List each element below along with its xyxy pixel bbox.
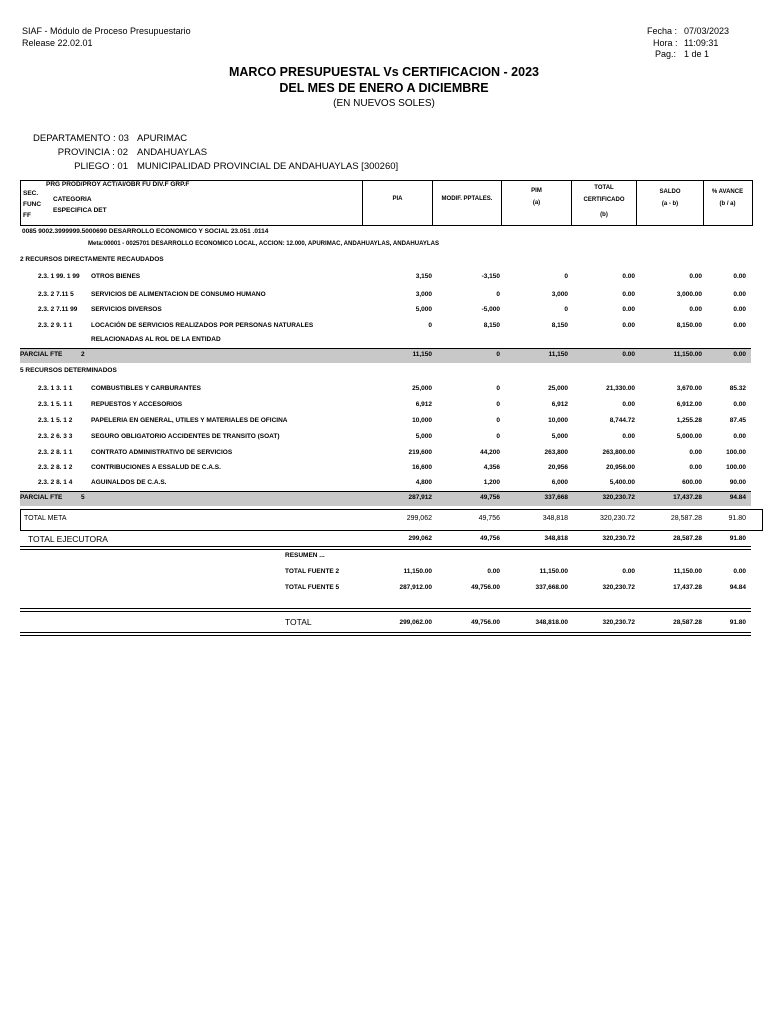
resumen-cert: 320,230.72 <box>602 584 635 591</box>
row-pia: 25,000 <box>412 385 432 392</box>
row-modif: 44,200 <box>480 449 500 456</box>
row-modif: 0 <box>496 417 500 424</box>
row-pia: 5,000 <box>415 306 432 313</box>
row-desc: LOCACIÓN DE SERVICIOS REALIZADOS POR PERSONAS NATURALES <box>91 322 314 329</box>
total-ejecutora-pia: 299,062 <box>408 535 432 542</box>
total-ejecutora-cert: 320,230.72 <box>602 535 635 542</box>
row-pim: 8,150 <box>551 322 568 329</box>
pliego-label: PLIEGO : 01 <box>74 161 128 172</box>
header-saldo-sub: (a - b) <box>661 201 679 207</box>
row-avance: 100.00 <box>726 449 746 456</box>
header-func: FUNC <box>23 201 42 208</box>
parcial-modif: 0 <box>496 351 500 358</box>
resumen-row-label: TOTAL FUENTE 2 <box>285 568 340 575</box>
provincia-value: ANDAHUAYLAS <box>137 147 208 158</box>
parcial-fte-5-row <box>20 491 751 506</box>
release-label: Release 22.02.01 <box>22 38 93 48</box>
resumen-modif: 49,756.00 <box>471 584 500 591</box>
row-desc: SERVICIOS DE ALIMENTACION DE CONSUMO HUMANO <box>91 291 266 298</box>
resumen-pia: 11,150.00 <box>403 568 432 575</box>
resumen-cert: 0.00 <box>622 568 635 575</box>
report-currency: (EN NUEVOS SOLES) <box>333 98 435 109</box>
total-meta-pia: 299,062 <box>406 515 432 522</box>
total-ejecutora-label: TOTAL EJECUTORA <box>28 534 108 544</box>
grand-total-cert: 320,230.72 <box>602 619 635 626</box>
total-meta-saldo: 28,587.28 <box>670 515 702 522</box>
row-pim: 25,000 <box>548 385 568 392</box>
grand-total-avance: 91.80 <box>729 619 746 626</box>
row-saldo: 600.00 <box>682 479 702 486</box>
resumen-pim: 11,150.00 <box>539 568 568 575</box>
row-avance: 87.45 <box>729 417 746 424</box>
row-saldo: 0.00 <box>689 464 702 471</box>
row-pia: 6,912 <box>415 401 432 408</box>
pag-label: Pag.: <box>655 49 677 59</box>
row-saldo: 0.00 <box>689 273 702 280</box>
hora-value: 11:09:31 <box>684 38 719 48</box>
parcial-pia: 11,150 <box>412 351 432 358</box>
row-modif: -3,150 <box>481 273 500 280</box>
fuente-2-title: 2 RECURSOS DIRECTAMENTE RECAUDADOS <box>20 256 164 263</box>
resumen-pim: 337,668.00 <box>535 584 568 591</box>
col-divider <box>432 180 433 225</box>
row-pim: 10,000 <box>548 417 568 424</box>
row-modif: 0 <box>496 291 500 298</box>
header-certificado: CERTIFICADO <box>583 197 625 203</box>
row-cert: 263,800.00 <box>602 449 635 456</box>
total-meta-cert: 320,230.72 <box>599 515 635 522</box>
row-pim: 5,000 <box>551 433 568 440</box>
row-pia: 0 <box>428 322 432 329</box>
row-pia: 3,150 <box>415 273 432 280</box>
fecha-label: Fecha : <box>647 26 678 36</box>
row-code: 2.3. 2 7.11 99 <box>38 306 78 313</box>
departamento-value: APURIMAC <box>137 133 188 144</box>
header-sec: SEC. <box>23 190 39 197</box>
meta-code-line: 0085 9002.3999999.5000690 DESARROLLO ECONOMICO Y SOCIAL 23.051 .0114 <box>22 228 269 235</box>
row-pia: 219,600 <box>408 449 432 456</box>
row-pim: 20,956 <box>548 464 568 471</box>
row-modif: 0 <box>496 385 500 392</box>
parcial-pia: 287,912 <box>408 494 432 501</box>
row-rule <box>20 608 751 609</box>
row-cert: 8,744.72 <box>609 417 635 424</box>
resumen-modif: 0.00 <box>487 568 500 575</box>
header-pim: PIM <box>531 188 542 194</box>
row-avance: 85.32 <box>729 385 746 392</box>
row-modif: -5,000 <box>481 306 500 313</box>
row-code: 2.3. 1 5. 1 1 <box>38 401 73 408</box>
resumen-label: RESUMEN ... <box>285 552 325 559</box>
parcial-label: PARCIAL FTE <box>20 494 63 501</box>
row-avance: 0.00 <box>733 291 746 298</box>
row-pia: 5,000 <box>415 433 432 440</box>
row-code: 2.3. 1 3. 1 1 <box>38 385 73 392</box>
row-rule <box>20 632 751 633</box>
row-desc: PAPELERIA EN GENERAL, UTILES Y MATERIALES DE OFICINA <box>91 417 288 424</box>
parcial-cert: 320,230.72 <box>602 494 635 501</box>
departamento-label: DEPARTAMENTO : 03 <box>33 133 129 144</box>
row-cert: 21,330.00 <box>606 385 635 392</box>
header-ff: FF <box>23 212 31 219</box>
row-desc: AGUINALDOS DE C.A.S. <box>91 479 167 486</box>
row-rule <box>20 611 751 612</box>
header-avance: % AVANCE <box>711 189 744 195</box>
header-codes: PRG PROD/PROY ACT/AI/OBR FU DIV.F GRP.F <box>46 181 190 188</box>
row-pia: 3,000 <box>415 291 432 298</box>
row-cert: 0.00 <box>622 322 635 329</box>
parcial-label: PARCIAL FTE <box>20 351 63 358</box>
total-meta-row <box>20 509 763 531</box>
row-desc: REPUESTOS Y ACCESORIOS <box>91 401 183 408</box>
total-meta-modif: 49,756 <box>478 515 500 522</box>
resumen-pia: 287,912.00 <box>399 584 432 591</box>
row-avance: 0.00 <box>733 273 746 280</box>
parcial-saldo: 17,437.28 <box>673 494 702 501</box>
row-avance: 0.00 <box>733 401 746 408</box>
row-pim: 0 <box>564 273 568 280</box>
row-avance: 100.00 <box>726 464 746 471</box>
row-desc: CONTRIBUCIONES A ESSALUD DE C.A.S. <box>91 464 221 471</box>
total-ejecutora-pim: 348,818 <box>544 535 568 542</box>
parcial-avance: 0.00 <box>733 351 746 358</box>
parcial-modif: 49,756 <box>480 494 500 501</box>
resumen-saldo: 11,150.00 <box>673 568 702 575</box>
row-pia: 4,800 <box>415 479 432 486</box>
parcial-pim: 337,668 <box>544 494 568 501</box>
grand-total-pia: 299,062.00 <box>399 619 432 626</box>
resumen-row-label: TOTAL FUENTE 5 <box>285 584 340 591</box>
row-avance: 0.00 <box>733 306 746 313</box>
header-avance-sub: (b / a) <box>719 201 736 207</box>
row-modif: 8,150 <box>483 322 500 329</box>
total-ejecutora-saldo: 28,587.28 <box>673 535 702 542</box>
total-meta-pim: 348,818 <box>542 515 568 522</box>
row-saldo: 0.00 <box>689 306 702 313</box>
row-pia: 10,000 <box>412 417 432 424</box>
row-desc: SERVICIOS DIVERSOS <box>91 306 162 313</box>
header-categoria: CATEGORIA <box>53 196 92 203</box>
row-saldo: 3,000.00 <box>676 291 702 298</box>
row-code: 2.3. 2 8. 1 2 <box>38 464 73 471</box>
parcial-avance: 94.84 <box>729 494 746 501</box>
row-pim: 6,000 <box>551 479 568 486</box>
col-divider <box>362 180 363 225</box>
parcial-saldo: 11,150.00 <box>673 351 702 358</box>
row-cert: 0.00 <box>622 273 635 280</box>
row-rule <box>20 549 751 550</box>
report-title: MARCO PRESUPUESTAL Vs CERTIFICACION - 2023 <box>228 65 539 79</box>
row-pim: 263,800 <box>544 449 568 456</box>
parcial-fte-2-row <box>20 348 751 363</box>
row-pim: 0 <box>564 306 568 313</box>
row-cert: 5,400.00 <box>609 479 635 486</box>
system-name: SIAF - Módulo de Proceso Presupuestario <box>22 26 191 36</box>
row-code: 2.3. 1 99. 1 99 <box>38 273 80 280</box>
hora-label: Hora : <box>653 38 678 48</box>
row-modif: 1,200 <box>483 479 500 486</box>
grand-total-pim: 348,818.00 <box>535 619 568 626</box>
row-saldo: 5,000.00 <box>676 433 702 440</box>
row-saldo: 8,150.00 <box>676 322 702 329</box>
row-desc: CONTRATO ADMINISTRATIVO DE SERVICIOS <box>91 449 233 456</box>
row-saldo: 1,255.28 <box>676 417 702 424</box>
row-code: 2.3. 2 8. 1 1 <box>38 449 73 456</box>
row-desc: OTROS BIENES <box>91 273 141 280</box>
fuente-5-title: 5 RECURSOS DETERMINADOS <box>20 367 117 374</box>
row-cert: 0.00 <box>622 401 635 408</box>
row-code: 2.3. 2 9. 1 1 <box>38 322 73 329</box>
row-rule <box>20 635 751 636</box>
row-avance: 0.00 <box>733 433 746 440</box>
resumen-avance: 0.00 <box>733 568 746 575</box>
header-modif: MODIF. PPTALES. <box>441 196 493 202</box>
row-modif: 0 <box>496 433 500 440</box>
grand-total-saldo: 28,587.28 <box>673 619 702 626</box>
header-cert-sub: (b) <box>600 212 608 218</box>
row-avance: 90.00 <box>729 479 746 486</box>
row-rule <box>20 491 751 492</box>
row-cert: 20,956.00 <box>606 464 635 471</box>
header-total: TOTAL <box>594 185 614 191</box>
resumen-saldo: 17,437.28 <box>673 584 702 591</box>
row-avance: 0.00 <box>733 322 746 329</box>
total-meta-label: TOTAL META <box>24 515 67 522</box>
parcial-num: 2 <box>81 351 85 358</box>
row-modif: 0 <box>496 401 500 408</box>
pag-value: 1 de 1 <box>684 49 710 59</box>
row-code: 2.3. 1 5. 1 2 <box>38 417 73 424</box>
meta-description-line: Meta:00001 - 0025701 DESARROLLO ECONOMICO LOCAL, ACCION: 12.000, APURIMAC, ANDAHUAYLAS, ANDAHUAYLAS <box>88 240 440 247</box>
row-code: 2.3. 2 7.11 5 <box>38 291 74 298</box>
parcial-cert: 0.00 <box>622 351 635 358</box>
grand-total-label: TOTAL <box>285 617 312 627</box>
row-rule <box>20 348 751 349</box>
resumen-avance: 94.84 <box>729 584 746 591</box>
pliego-value: MUNICIPALIDAD PROVINCIAL DE ANDAHUAYLAS [300260] <box>137 161 399 172</box>
header-pim-sub: (a) <box>532 200 541 206</box>
parcial-num: 5 <box>81 494 85 501</box>
header-especifica: ESPECIFICA DET <box>53 207 107 214</box>
fecha-value: 07/03/2023 <box>684 26 730 36</box>
row-pia: 16,600 <box>412 464 432 471</box>
total-ejecutora-modif: 49,756 <box>480 535 500 542</box>
row-desc-cont: RELACIONADAS AL ROL DE LA ENTIDAD <box>91 336 221 343</box>
report-subtitle: DEL MES DE ENERO A DICIEMBRE <box>279 81 489 95</box>
row-pim: 3,000 <box>551 291 568 298</box>
row-cert: 0.00 <box>622 291 635 298</box>
row-saldo: 0.00 <box>689 449 702 456</box>
total-ejecutora-avance: 91.80 <box>729 535 746 542</box>
row-pim: 6,912 <box>551 401 568 408</box>
grand-total-modif: 49,756.00 <box>471 619 500 626</box>
provincia-label: PROVINCIA : 02 <box>57 147 128 158</box>
row-desc: SEGURO OBLIGATORIO ACCIDENTES DE TRANSITO (SOAT) <box>91 433 280 440</box>
total-meta-avance: 91.80 <box>728 515 746 522</box>
row-rule <box>20 546 751 547</box>
parcial-pim: 11,150 <box>548 351 568 358</box>
row-cert: 0.00 <box>622 306 635 313</box>
header-pia: PIA <box>392 196 403 202</box>
row-cert: 0.00 <box>622 433 635 440</box>
row-saldo: 3,670.00 <box>676 385 702 392</box>
row-saldo: 6,912.00 <box>676 401 702 408</box>
row-desc: COMBUSTIBLES Y CARBURANTES <box>91 385 201 392</box>
row-code: 2.3. 2 8. 1 4 <box>38 479 73 486</box>
header-saldo: SALDO <box>659 189 681 195</box>
row-modif: 4,356 <box>483 464 500 471</box>
row-code: 2.3. 2 6. 3 3 <box>38 433 73 440</box>
